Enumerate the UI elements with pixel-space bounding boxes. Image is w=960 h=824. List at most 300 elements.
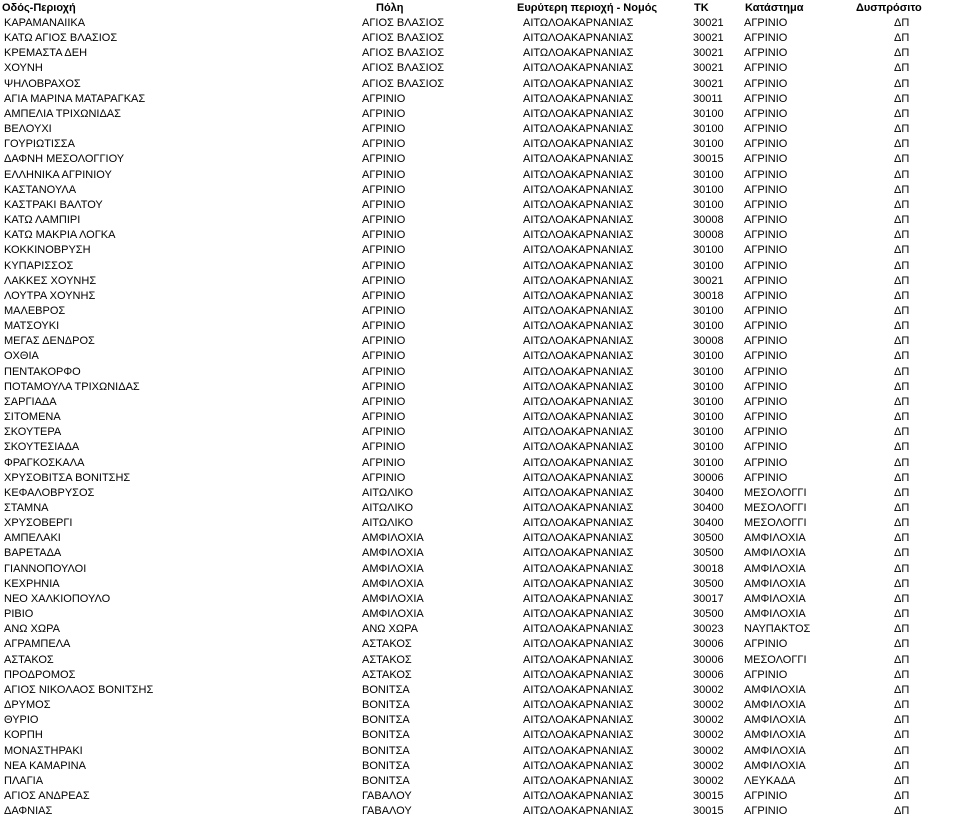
cell-store: ΑΓΡΙΝΙΟ — [744, 335, 788, 348]
cell-city: ΑΓΡΙΝΙΟ — [362, 123, 406, 136]
cell-postal-code: 30500 — [693, 608, 724, 621]
cell-region: ΑΙΤΩΛΟΑΚΑΡΝΑΝΙΑΣ — [523, 744, 634, 757]
cell-city: ΓΑΒΑΛΟΥ — [362, 805, 412, 818]
cell-region: ΑΙΤΩΛΟΑΚΑΡΝΑΝΙΑΣ — [523, 638, 634, 651]
cell-street-area: ΝΕΟ ΧΑΛΚΙΟΠΟΥΛΟ — [4, 592, 111, 605]
cell-region: ΑΙΤΩΛΟΑΚΑΡΝΑΝΙΑΣ — [523, 653, 634, 666]
cell-street-area: ΣΚΟΥΤΕΡΑ — [4, 426, 62, 439]
cell-region: ΑΙΤΩΛΟΑΚΑΡΝΑΝΙΑΣ — [523, 789, 634, 802]
cell-street-area: ΚΟΚΚΙΝΟΒΡΥΣΗ — [4, 244, 91, 257]
cell-store: ΑΜΦΙΛΟΧΙΑ — [744, 699, 806, 712]
cell-remote: ΔΠ — [894, 759, 910, 772]
cell-city: ΑΓΡΙΝΙΟ — [362, 471, 406, 484]
cell-region: ΑΙΤΩΛΟΑΚΑΡΝΑΝΙΑΣ — [523, 562, 634, 575]
cell-street-area: ΚΑΤΩ ΑΓΙΟΣ ΒΛΑΣΙΟΣ — [4, 32, 118, 45]
cell-remote: ΔΠ — [894, 47, 910, 60]
cell-street-area: ΔΑΦΝΙΑΣ — [4, 805, 53, 818]
cell-region: ΑΙΤΩΛΟΑΚΑΡΝΑΝΙΑΣ — [523, 365, 634, 378]
cell-street-area: ΘΥΡΙΟ — [4, 714, 39, 727]
cell-remote: ΔΠ — [894, 259, 910, 272]
cell-city: ΑΓΡΙΝΙΟ — [362, 168, 406, 181]
cell-city: ΑΜΦΙΛΟΧΙΑ — [362, 547, 424, 560]
cell-remote: ΔΠ — [894, 653, 910, 666]
table-row — [0, 728, 960, 743]
table-row — [0, 61, 960, 76]
table-row — [0, 395, 960, 410]
cell-region: ΑΙΤΩΛΟΑΚΑΡΝΑΝΙΑΣ — [523, 183, 634, 196]
cell-store: ΑΜΦΙΛΟΧΙΑ — [744, 532, 806, 545]
cell-city: ΑΜΦΙΛΟΧΙΑ — [362, 577, 424, 590]
header-street-area: Οδός-Περιοχή — [2, 2, 76, 14]
cell-store: ΑΓΡΙΝΙΟ — [744, 304, 788, 317]
cell-postal-code: 30023 — [693, 623, 724, 636]
cell-postal-code: 30100 — [693, 441, 724, 454]
cell-city: ΑΓΡΙΝΙΟ — [362, 92, 406, 105]
cell-city: ΑΓΡΙΝΙΟ — [362, 107, 406, 120]
cell-region: ΑΙΤΩΛΟΑΚΑΡΝΑΝΙΑΣ — [523, 259, 634, 272]
table-row — [0, 46, 960, 61]
cell-remote: ΔΠ — [894, 517, 910, 530]
cell-store: ΑΓΡΙΝΙΟ — [744, 77, 788, 90]
cell-postal-code: 30002 — [693, 729, 724, 742]
cell-store: ΜΕΣΟΛΟΓΓΙ — [744, 653, 807, 666]
cell-remote: ΔΠ — [894, 229, 910, 242]
cell-store: ΑΓΡΙΝΙΟ — [744, 47, 788, 60]
cell-street-area: ΛΟΥΤΡΑ ΧΟΥΝΗΣ — [4, 289, 96, 302]
cell-city: ΑΓΡΙΝΙΟ — [362, 456, 406, 469]
cell-street-area: ΟΧΘΙΑ — [4, 350, 39, 363]
cell-store: ΑΜΦΙΛΟΧΙΑ — [744, 592, 806, 605]
table-row — [0, 653, 960, 668]
table-row — [0, 16, 960, 31]
cell-city: ΑΓΡΙΝΙΟ — [362, 320, 406, 333]
cell-postal-code: 30100 — [693, 168, 724, 181]
cell-postal-code: 30100 — [693, 380, 724, 393]
cell-city: ΑΙΤΩΛΙΚΟ — [362, 502, 414, 514]
cell-region: ΑΙΤΩΛΟΑΚΑΡΝΑΝΙΑΣ — [523, 668, 634, 681]
cell-street-area: ΜΟΝΑΣΤΗΡΑΚΙ — [4, 744, 83, 757]
cell-region: ΑΙΤΩΛΟΑΚΑΡΝΑΝΙΑΣ — [523, 320, 634, 333]
cell-store: ΑΓΡΙΝΙΟ — [744, 289, 788, 302]
cell-remote: ΔΠ — [894, 562, 910, 575]
cell-remote: ΔΠ — [894, 123, 910, 136]
cell-street-area: ΑΜΠΕΛΙΑ ΤΡΙΧΩΝΙΔΑΣ — [4, 107, 121, 120]
cell-city: ΑΓΡΙΝΙΟ — [362, 214, 406, 227]
cell-postal-code: 30006 — [693, 653, 724, 666]
cell-region: ΑΙΤΩΛΟΑΚΑΡΝΑΝΙΑΣ — [523, 577, 634, 590]
cell-store: ΑΓΡΙΝΙΟ — [744, 380, 788, 393]
table-row — [0, 546, 960, 561]
cell-region: ΑΙΤΩΛΟΑΚΑΡΝΑΝΙΑΣ — [523, 62, 634, 75]
cell-street-area: ΑΣΤΑΚΟΣ — [4, 653, 54, 666]
cell-street-area: ΚΥΠΑΡΙΣΣΟΣ — [4, 259, 74, 272]
cell-store: ΑΓΡΙΝΙΟ — [744, 244, 788, 257]
cell-remote: ΔΠ — [894, 32, 910, 45]
cell-postal-code: 30100 — [693, 395, 724, 408]
cell-region: ΑΙΤΩΛΟΑΚΑΡΝΑΝΙΑΣ — [523, 517, 634, 530]
cell-street-area: ΑΜΠΕΛΑΚΙ — [4, 532, 61, 545]
cell-postal-code: 30017 — [693, 592, 724, 605]
cell-store: ΑΓΡΙΝΙΟ — [744, 471, 788, 484]
cell-region: ΑΙΤΩΛΟΑΚΑΡΝΑΝΙΑΣ — [523, 592, 634, 605]
cell-street-area: ΚΑΤΩ ΜΑΚΡΙΑ ΛΟΓΚΑ — [4, 229, 116, 242]
cell-region: ΑΙΤΩΛΟΑΚΑΡΝΑΝΙΑΣ — [523, 77, 634, 90]
cell-remote: ΔΠ — [894, 138, 910, 151]
cell-city: ΑΣΤΑΚΟΣ — [362, 638, 412, 651]
table-row — [0, 577, 960, 592]
cell-city: ΑΙΤΩΛΙΚΟ — [362, 486, 414, 499]
cell-postal-code: 30100 — [693, 304, 724, 317]
cell-postal-code: 30100 — [693, 259, 724, 272]
cell-region: ΑΙΤΩΛΟΑΚΑΡΝΑΝΙΑΣ — [523, 502, 634, 514]
cell-city: ΑΓΡΙΝΙΟ — [362, 350, 406, 363]
table-row — [0, 531, 960, 546]
cell-store: ΑΓΡΙΝΙΟ — [744, 32, 788, 45]
cell-store: ΑΜΦΙΛΟΧΙΑ — [744, 714, 806, 727]
cell-postal-code: 30100 — [693, 365, 724, 378]
cell-city: ΑΣΤΑΚΟΣ — [362, 653, 412, 666]
cell-region: ΑΙΤΩΛΟΑΚΑΡΝΑΝΙΑΣ — [523, 274, 634, 287]
cell-store: ΑΓΡΙΝΙΟ — [744, 138, 788, 151]
cell-city: ΑΓΡΙΝΙΟ — [362, 335, 406, 348]
table-row — [0, 440, 960, 455]
cell-region: ΑΙΤΩΛΟΑΚΑΡΝΑΝΙΑΣ — [523, 547, 634, 560]
cell-remote: ΔΠ — [894, 62, 910, 75]
cell-city: ΑΓΙΟΣ ΒΛΑΣΙΟΣ — [362, 17, 445, 29]
cell-remote: ΔΠ — [894, 699, 910, 712]
cell-remote: ΔΠ — [894, 547, 910, 560]
cell-city: ΑΓΡΙΝΙΟ — [362, 289, 406, 302]
cell-region: ΑΙΤΩΛΟΑΚΑΡΝΑΝΙΑΣ — [523, 426, 634, 439]
table-row — [0, 137, 960, 152]
table-row — [0, 456, 960, 471]
cell-city: ΑΓΡΙΝΙΟ — [362, 380, 406, 393]
cell-remote: ΔΠ — [894, 77, 910, 90]
cell-postal-code: 30008 — [693, 214, 724, 227]
cell-region: ΑΙΤΩΛΟΑΚΑΡΝΑΝΙΑΣ — [523, 683, 634, 696]
cell-region: ΑΙΤΩΛΟΑΚΑΡΝΑΝΙΑΣ — [523, 214, 634, 227]
cell-street-area: ΝΕΑ ΚΑΜΑΡΙΝΑ — [4, 759, 86, 772]
cell-region: ΑΙΤΩΛΟΑΚΑΡΝΑΝΙΑΣ — [523, 289, 634, 302]
cell-city: ΑΜΦΙΛΟΧΙΑ — [362, 532, 424, 545]
cell-region: ΑΙΤΩΛΟΑΚΑΡΝΑΝΙΑΣ — [523, 532, 634, 545]
cell-postal-code: 30021 — [693, 274, 724, 287]
cell-city: ΑΓΡΙΝΙΟ — [362, 183, 406, 196]
cell-remote: ΔΠ — [894, 426, 910, 439]
cell-store: ΑΓΡΙΝΙΟ — [744, 456, 788, 469]
cell-city: ΑΓΙΟΣ ΒΛΑΣΙΟΣ — [362, 47, 445, 60]
table-row — [0, 592, 960, 607]
cell-postal-code: 30002 — [693, 683, 724, 696]
cell-store: ΑΓΡΙΝΙΟ — [744, 259, 788, 272]
cell-store: ΑΓΡΙΝΙΟ — [744, 183, 788, 196]
cell-store: ΑΓΡΙΝΙΟ — [744, 411, 788, 424]
cell-city: ΑΓΙΟΣ ΒΛΑΣΙΟΣ — [362, 32, 445, 45]
cell-street-area: ΚΡΕΜΑΣΤΑ ΔΕΗ — [4, 47, 88, 60]
table-row — [0, 122, 960, 137]
table-row — [0, 289, 960, 304]
cell-remote: ΔΠ — [894, 214, 910, 227]
cell-store: ΑΓΡΙΝΙΟ — [744, 274, 788, 287]
cell-store: ΑΜΦΙΛΟΧΙΑ — [744, 608, 806, 621]
cell-store: ΑΓΡΙΝΙΟ — [744, 214, 788, 227]
cell-postal-code: 30100 — [693, 138, 724, 151]
cell-region: ΑΙΤΩΛΟΑΚΑΡΝΑΝΙΑΣ — [523, 335, 634, 348]
table-row — [0, 365, 960, 380]
cell-street-area: ΚΑΡΑΜΑΝΑΙΙΚΑ — [4, 17, 86, 29]
cell-city: ΑΙΤΩΛΙΚΟ — [362, 517, 414, 530]
cell-remote: ΔΠ — [894, 304, 910, 317]
cell-remote: ΔΠ — [894, 107, 910, 120]
cell-postal-code: 30018 — [693, 289, 724, 302]
cell-region: ΑΙΤΩΛΟΑΚΑΡΝΑΝΙΑΣ — [523, 441, 634, 454]
cell-street-area: ΑΓΙΟΣ ΑΝΔΡΕΑΣ — [4, 789, 90, 802]
cell-remote: ΔΠ — [894, 502, 910, 514]
cell-street-area: ΚΑΣΤΑΝΟΥΛΑ — [4, 183, 77, 196]
table-row — [0, 501, 960, 516]
cell-store: ΜΕΣΟΛΟΓΓΙ — [744, 517, 807, 530]
cell-city: ΒΟΝΙΤΣΑ — [362, 714, 410, 727]
cell-remote: ΔΠ — [894, 395, 910, 408]
table-row — [0, 31, 960, 46]
cell-street-area: ΚΕΧΡΗΝΙΑ — [4, 577, 60, 590]
cell-street-area: ΣΑΡΓΙΑΔΑ — [4, 395, 57, 408]
cell-region: ΑΙΤΩΛΟΑΚΑΡΝΑΝΙΑΣ — [523, 17, 634, 29]
cell-street-area: ΜΑΛΕΒΡΟΣ — [4, 304, 66, 317]
cell-store: ΑΓΡΙΝΙΟ — [744, 426, 788, 439]
table-row — [0, 683, 960, 698]
cell-store: ΑΓΡΙΝΙΟ — [744, 350, 788, 363]
cell-remote: ΔΠ — [894, 774, 910, 787]
cell-store: ΑΓΡΙΝΙΟ — [744, 168, 788, 181]
cell-postal-code: 30400 — [693, 517, 724, 530]
cell-remote: ΔΠ — [894, 638, 910, 651]
cell-postal-code: 30021 — [693, 17, 724, 29]
table-row — [0, 607, 960, 622]
cell-city: ΒΟΝΙΤΣΑ — [362, 774, 410, 787]
table-row — [0, 516, 960, 531]
cell-postal-code: 30400 — [693, 502, 724, 514]
cell-remote: ΔΠ — [894, 17, 910, 29]
cell-store: ΑΜΦΙΛΟΧΙΑ — [744, 759, 806, 772]
table-row — [0, 637, 960, 652]
cell-postal-code: 30500 — [693, 532, 724, 545]
cell-postal-code: 30006 — [693, 638, 724, 651]
cell-postal-code: 30002 — [693, 714, 724, 727]
table-row — [0, 243, 960, 258]
cell-remote: ΔΠ — [894, 350, 910, 363]
cell-remote: ΔΠ — [894, 274, 910, 287]
cell-city: ΒΟΝΙΤΣΑ — [362, 744, 410, 757]
cell-store: ΑΓΡΙΝΙΟ — [744, 668, 788, 681]
table-row — [0, 562, 960, 577]
cell-city: ΑΓΡΙΝΙΟ — [362, 244, 406, 257]
cell-city: ΑΜΦΙΛΟΧΙΑ — [362, 562, 424, 575]
cell-region: ΑΙΤΩΛΟΑΚΑΡΝΑΝΙΑΣ — [523, 47, 634, 60]
cell-postal-code: 30015 — [693, 153, 724, 166]
cell-region: ΑΙΤΩΛΟΑΚΑΡΝΑΝΙΑΣ — [523, 623, 634, 636]
header-postal-code: ΤΚ — [694, 2, 709, 14]
table-row — [0, 107, 960, 122]
table-row — [0, 380, 960, 395]
cell-street-area: ΛΑΚΚΕΣ ΧΟΥΝΗΣ — [4, 274, 97, 287]
cell-region: ΑΙΤΩΛΟΑΚΑΡΝΑΝΙΑΣ — [523, 714, 634, 727]
cell-remote: ΔΠ — [894, 592, 910, 605]
cell-city: ΑΓΡΙΝΙΟ — [362, 198, 406, 211]
cell-remote: ΔΠ — [894, 365, 910, 378]
table-row — [0, 410, 960, 425]
table-row — [0, 213, 960, 228]
cell-store: ΑΓΡΙΝΙΟ — [744, 107, 788, 120]
table-row — [0, 274, 960, 289]
cell-region: ΑΙΤΩΛΟΑΚΑΡΝΑΝΙΑΣ — [523, 456, 634, 469]
cell-region: ΑΙΤΩΛΟΑΚΑΡΝΑΝΙΑΣ — [523, 380, 634, 393]
cell-city: ΒΟΝΙΤΣΑ — [362, 683, 410, 696]
cell-postal-code: 30100 — [693, 244, 724, 257]
cell-remote: ΔΠ — [894, 789, 910, 802]
cell-region: ΑΙΤΩΛΟΑΚΑΡΝΑΝΙΑΣ — [523, 107, 634, 120]
cell-store: ΑΓΡΙΝΙΟ — [744, 805, 788, 818]
cell-postal-code: 30100 — [693, 350, 724, 363]
cell-postal-code: 30100 — [693, 198, 724, 211]
table-row — [0, 425, 960, 440]
cell-store: ΑΓΡΙΝΙΟ — [744, 365, 788, 378]
cell-remote: ΔΠ — [894, 577, 910, 590]
cell-remote: ΔΠ — [894, 168, 910, 181]
cell-city: ΑΓΡΙΝΙΟ — [362, 441, 406, 454]
cell-store: ΜΕΣΟΛΟΓΓΙ — [744, 486, 807, 499]
cell-store: ΑΓΡΙΝΙΟ — [744, 320, 788, 333]
cell-region: ΑΙΤΩΛΟΑΚΑΡΝΑΝΙΑΣ — [523, 92, 634, 105]
cell-postal-code: 30021 — [693, 77, 724, 90]
cell-remote: ΔΠ — [894, 153, 910, 166]
cell-postal-code: 30400 — [693, 486, 724, 499]
cell-street-area: ΜΕΓΑΣ ΔΕΝΔΡΟΣ — [4, 335, 95, 348]
cell-street-area: ΠΡΟΔΡΟΜΟΣ — [4, 668, 76, 681]
cell-region: ΑΙΤΩΛΟΑΚΑΡΝΑΝΙΑΣ — [523, 138, 634, 151]
table-row — [0, 168, 960, 183]
table-row — [0, 789, 960, 804]
cell-street-area: ΓΙΑΝΝΟΠΟΥΛΟΙ — [4, 562, 87, 575]
cell-store: ΑΓΡΙΝΙΟ — [744, 789, 788, 802]
cell-postal-code: 30100 — [693, 107, 724, 120]
cell-street-area: ΣΙΤΟΜΕΝΑ — [4, 411, 61, 424]
cell-postal-code: 30008 — [693, 229, 724, 242]
cell-street-area: ΡΙΒΙΟ — [4, 608, 34, 621]
cell-region: ΑΙΤΩΛΟΑΚΑΡΝΑΝΙΑΣ — [523, 229, 634, 242]
cell-store: ΑΓΡΙΝΙΟ — [744, 153, 788, 166]
cell-city: ΑΓΡΙΝΙΟ — [362, 229, 406, 242]
cell-postal-code: 30006 — [693, 668, 724, 681]
cell-region: ΑΙΤΩΛΟΑΚΑΡΝΑΝΙΑΣ — [523, 123, 634, 136]
cell-store: ΑΜΦΙΛΟΧΙΑ — [744, 577, 806, 590]
cell-postal-code: 30500 — [693, 577, 724, 590]
cell-region: ΑΙΤΩΛΟΑΚΑΡΝΑΝΙΑΣ — [523, 699, 634, 712]
cell-remote: ΔΠ — [894, 183, 910, 196]
cell-postal-code: 30021 — [693, 47, 724, 60]
cell-street-area: ΣΤΑΜΝΑ — [4, 502, 49, 514]
cell-region: ΑΙΤΩΛΟΑΚΑΡΝΑΝΙΑΣ — [523, 32, 634, 45]
cell-region: ΑΙΤΩΛΟΑΚΑΡΝΑΝΙΑΣ — [523, 729, 634, 742]
cell-postal-code: 30002 — [693, 759, 724, 772]
cell-street-area: ΑΓΡΑΜΠΕΛΑ — [4, 638, 71, 651]
table-row — [0, 759, 960, 774]
cell-postal-code: 30002 — [693, 744, 724, 757]
header-city: Πόλη — [376, 2, 404, 14]
table-row — [0, 713, 960, 728]
cell-remote: ΔΠ — [894, 471, 910, 484]
cell-city: ΑΓΡΙΝΙΟ — [362, 274, 406, 287]
cell-region: ΑΙΤΩΛΟΑΚΑΡΝΑΝΙΑΣ — [523, 411, 634, 424]
table-row — [0, 77, 960, 92]
cell-region: ΑΙΤΩΛΟΑΚΑΡΝΑΝΙΑΣ — [523, 198, 634, 211]
cell-city: ΑΣΤΑΚΟΣ — [362, 668, 412, 681]
cell-street-area: ΠΟΤΑΜΟΥΛΑ ΤΡΙΧΩΝΙΔΑΣ — [4, 380, 140, 393]
cell-remote: ΔΠ — [894, 805, 910, 818]
table-row — [0, 334, 960, 349]
cell-store: ΑΓΡΙΝΙΟ — [744, 123, 788, 136]
cell-store: ΜΕΣΟΛΟΓΓΙ — [744, 502, 807, 514]
cell-city: ΒΟΝΙΤΣΑ — [362, 729, 410, 742]
cell-street-area: ΠΕΝΤΑΚΟΡΦΟ — [4, 365, 81, 378]
cell-street-area: ΑΓΙΑ ΜΑΡΙΝΑ ΜΑΤΑΡΑΓΚΑΣ — [4, 92, 146, 105]
cell-postal-code: 30018 — [693, 562, 724, 575]
cell-postal-code: 30500 — [693, 547, 724, 560]
cell-postal-code: 30100 — [693, 456, 724, 469]
table-row — [0, 698, 960, 713]
cell-region: ΑΙΤΩΛΟΑΚΑΡΝΑΝΙΑΣ — [523, 608, 634, 621]
cell-remote: ΔΠ — [894, 683, 910, 696]
table-row — [0, 744, 960, 759]
cell-street-area: ΜΑΤΣΟΥΚΙ — [4, 320, 60, 333]
cell-store: ΑΜΦΙΛΟΧΙΑ — [744, 729, 806, 742]
cell-region: ΑΙΤΩΛΟΑΚΑΡΝΑΝΙΑΣ — [523, 244, 634, 257]
cell-postal-code: 30021 — [693, 32, 724, 45]
cell-store: ΛΕΥΚΑΔΑ — [744, 774, 796, 787]
cell-region: ΑΙΤΩΛΟΑΚΑΡΝΑΝΙΑΣ — [523, 759, 634, 772]
cell-street-area: ΠΛΑΓΙΑ — [4, 774, 44, 787]
cell-city: ΑΜΦΙΛΟΧΙΑ — [362, 608, 424, 621]
cell-postal-code: 30006 — [693, 471, 724, 484]
cell-city: ΒΟΝΙΤΣΑ — [362, 699, 410, 712]
cell-street-area: ΧΟΥΝΗ — [4, 62, 43, 75]
cell-store: ΑΓΡΙΝΙΟ — [744, 395, 788, 408]
cell-street-area: ΔΡΥΜΟΣ — [4, 699, 51, 712]
cell-store: ΑΜΦΙΛΟΧΙΑ — [744, 683, 806, 696]
cell-city: ΑΓΙΟΣ ΒΛΑΣΙΟΣ — [362, 77, 445, 90]
table-body — [0, 16, 960, 819]
cell-city: ΑΓΡΙΝΙΟ — [362, 365, 406, 378]
cell-street-area: ΕΛΛΗΝΙΚΑ ΑΓΡΙΝΙΟΥ — [4, 168, 112, 181]
cell-city: ΑΓΡΙΝΙΟ — [362, 138, 406, 151]
cell-region: ΑΙΤΩΛΟΑΚΑΡΝΑΝΙΑΣ — [523, 168, 634, 181]
cell-remote: ΔΠ — [894, 668, 910, 681]
cell-postal-code: 30008 — [693, 335, 724, 348]
cell-city: ΓΑΒΑΛΟΥ — [362, 789, 412, 802]
cell-street-area: ΨΗΛΟΒΡΑΧΟΣ — [4, 77, 81, 90]
cell-city: ΑΓΡΙΝΙΟ — [362, 304, 406, 317]
cell-region: ΑΙΤΩΛΟΑΚΑΡΝΑΝΙΑΣ — [523, 350, 634, 363]
cell-city: ΒΟΝΙΤΣΑ — [362, 759, 410, 772]
table-row — [0, 92, 960, 107]
cell-city: ΑΜΦΙΛΟΧΙΑ — [362, 592, 424, 605]
cell-city: ΑΓΡΙΝΙΟ — [362, 426, 406, 439]
cell-postal-code: 30011 — [693, 92, 723, 105]
cell-store: ΑΓΡΙΝΙΟ — [744, 441, 788, 454]
cell-remote: ΔΠ — [894, 411, 910, 424]
cell-street-area: ΚΕΦΑΛΟΒΡΥΣΟΣ — [4, 486, 95, 499]
cell-remote: ΔΠ — [894, 714, 910, 727]
